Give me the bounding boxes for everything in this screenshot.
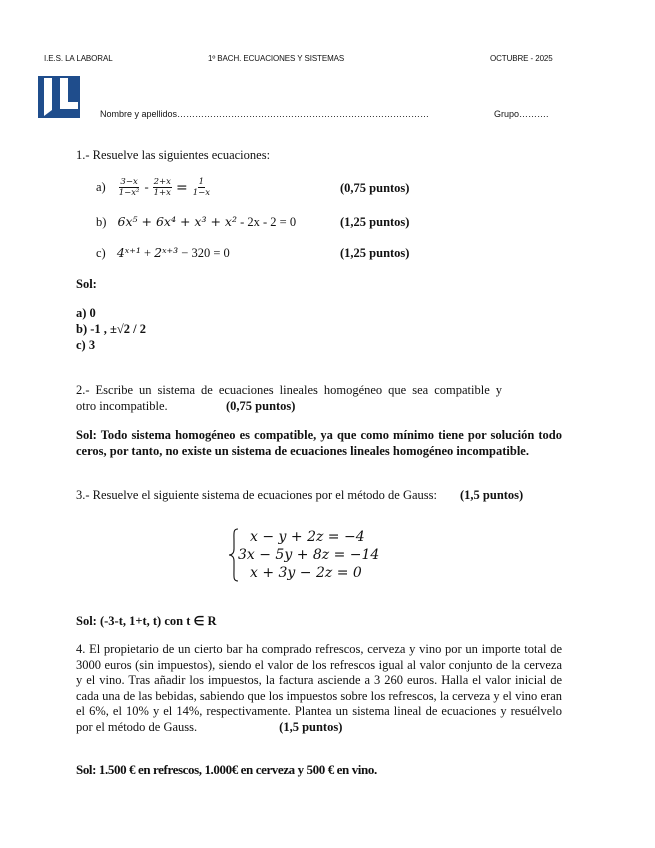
- q1-sol-b: b) -1 , ±√2 / 2: [76, 322, 146, 336]
- frac1-den: 1−x²: [118, 188, 140, 198]
- frac2-num: 2+x: [153, 177, 171, 187]
- q1-a-minus: -: [144, 180, 149, 194]
- q3-eq1: x − y + 2z = −4: [250, 529, 365, 545]
- q1-c-math1: 4ˣ⁺¹: [116, 245, 141, 260]
- q1-c-math2: 2ˣ⁺³: [154, 245, 179, 260]
- q3-solution: Sol: (-3-t, 1+t, t) con t ∈ R: [76, 614, 217, 628]
- q1-b-math: 6x⁵ + 6x⁴ + x³ + x²: [117, 214, 237, 229]
- q3-points: (1,5 puntos): [460, 488, 524, 502]
- q2-line1: 2.- Escribe un sistema de ecuaciones lineales homogéneo que sea compatible y: [76, 383, 502, 397]
- school-name: I.E.S. LA LABORAL: [44, 54, 113, 63]
- q2-solution: Sol: Todo sistema homogéneo es compatible, ya que como mínimo tiene por solución todo ceros, por tanto, no existe un sistema de ecuaciones lineales homogéneo incompatible.: [76, 428, 562, 458]
- frac3-num: 1: [198, 177, 205, 187]
- q1-a-equation: [96, 177, 211, 198]
- q3-eq2: 3x − 5y + 8z = −14: [238, 547, 380, 563]
- q3-title: 3.- Resuelve el siguiente sistema de ecuaciones por el método de Gauss:: [76, 488, 438, 502]
- frac3-den: 1−x: [192, 188, 211, 198]
- q2-points: (0,75 puntos): [226, 399, 296, 413]
- q1-c-points: (1,25 puntos): [340, 246, 410, 260]
- q1-c-equation: [96, 245, 230, 261]
- q1-b-label: b): [96, 215, 107, 229]
- q4-statement: 4. El propietario de un cierto bar ha comprado refrescos, cerveza y vino por un importe total de 3000 euros (sin impuestos), siendo el valor de los refrescos igual al valor conjunto de la cerveza y el vino. Tras añadir los impuestos, la factura asciende a 3 260 euros. Halla el valor inicial de cada una de las bebidas, sabiendo que los impuestos sobre los refrescos, la cerveza y el vino eran el 6%, el 10% y el 14%, respectivamente. Plantea un sistema lineal de ecuaciones y resuélvelo por el método de Gauss.: [76, 642, 562, 734]
- q3-eq3: x + 3y − 2z = 0: [250, 565, 362, 581]
- q1-sol-a: a) 0: [76, 306, 96, 320]
- course-title: 1º BACH. ECUACIONES Y SISTEMAS: [208, 54, 345, 63]
- q1-a-points: (0,75 puntos): [340, 181, 410, 195]
- q1-sol-c: c) 3: [76, 338, 96, 352]
- q4-text: [76, 642, 562, 735]
- q1-sol-label: Sol:: [76, 277, 97, 291]
- q1-a-label: a): [96, 180, 106, 194]
- q1-c-plus: +: [140, 246, 155, 260]
- q1-b-rest: - 2x - 2 = 0: [236, 215, 297, 229]
- q4-solution: Sol: 1.500 € en refrescos, 1.000€ en cerveza y 500 € en vino.: [76, 762, 377, 777]
- q1-a-frac3: [192, 177, 211, 198]
- q1-b-equation: [96, 214, 296, 230]
- exam-date: OCTUBRE - 2025: [490, 54, 553, 63]
- q3-system: [228, 527, 388, 587]
- q2-line2: otro incompatible.: [76, 399, 168, 413]
- q4-points: (1,5 puntos): [279, 719, 343, 734]
- q1-c-rest: − 320 = 0: [178, 246, 230, 260]
- q1-a-frac2: [153, 177, 172, 198]
- q1-title: 1.- Resuelve las siguientes ecuaciones:: [76, 148, 271, 162]
- frac2-den: 1+x: [153, 188, 171, 198]
- name-field[interactable]: Nombre y apellidos…………………………………………………………………………: [100, 109, 430, 119]
- q1-c-label: c): [96, 246, 106, 260]
- group-field[interactable]: Grupo……….: [494, 109, 549, 119]
- q1-a-frac1: [118, 177, 141, 198]
- q1-a-eq: =: [175, 179, 188, 196]
- school-logo: [38, 76, 80, 118]
- frac1-num: 3−x: [120, 177, 138, 187]
- q1-b-points: (1,25 puntos): [340, 215, 410, 229]
